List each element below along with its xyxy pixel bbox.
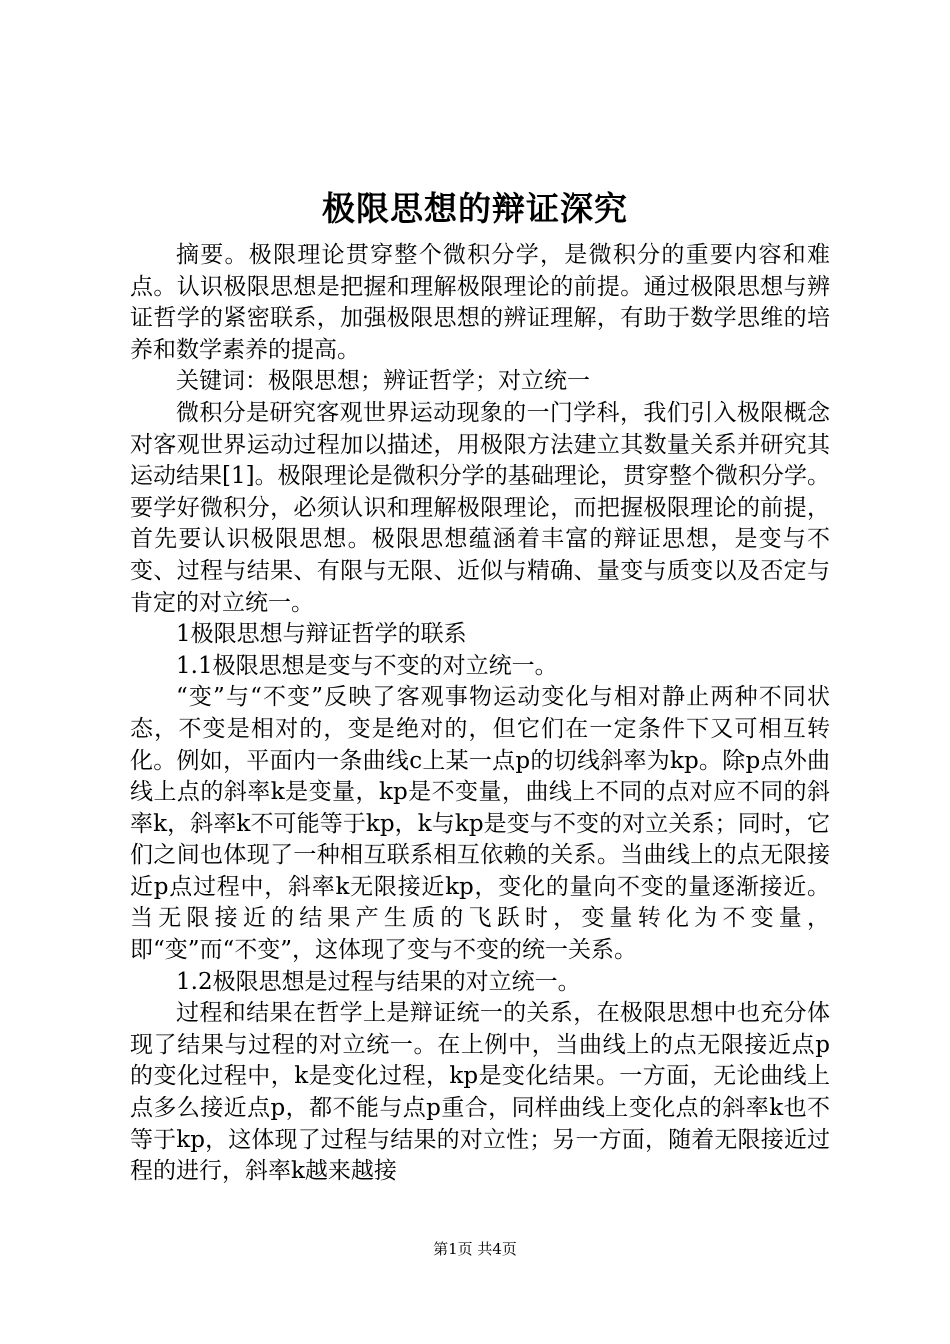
section-heading: 1极限思想与辩证哲学的联系 — [176, 621, 467, 648]
subsection-heading: 1.1极限思想是变与不变的对立统一。 — [176, 652, 558, 679]
subsection-heading: 1.2极限思想是过程与结果的对立统一。 — [176, 968, 581, 995]
abstract-paragraph: 摘要。极限理论贯穿整个微积分学，是微积分的重要内容和难点。认识极限思想是把握和理解极限理论的前提。通过极限思想与辨证哲学的紧密联系，加强极限思想的辨证理解，有助于数学思维的培养和数学素养的提高。 — [130, 242, 830, 363]
intro-paragraph: 微积分是研究客观世界运动现象的一门学科，我们引入极限概念对客观世界运动过程加以描述，用极限方法建立其数量关系并研究其运动结果[1]。极限理论是微积分学的基础理论，贯穿整个微积分学。要学好微积分，必须认识和理解极限理论，而把握极限理论的前提，首先要认识极限思想。极限思想蕴涵着丰富的辩证思想，是变与不变、过程与结果、有限与无限、近似与精确、量变与质变以及否定与肯定的对立统一。 — [130, 399, 830, 616]
page-footer: 第1页 共4页 — [433, 1240, 517, 1258]
document-title: 极限思想的辩证深究 — [322, 189, 628, 228]
body-paragraph: “变”与“不变”反映了客观事物运动变化与相对静止两种不同状态，不变是相对的，变是绝对的，但它们在一定条件下又可相互转化。例如，平面内一条曲线c上某一点p的切线斜率为kp。除p点外曲线上点的斜率k是变量，kp是不变量，曲线上不同的点对应不同的斜率k，斜率k不可能等于kp，k与kp是变与不变的对立关系；同时，它们之间也体现了一种相互联系相互依赖的关系。当曲线上的点无限接近p点过程中，斜率k无限接近kp，变化的量向不变的量逐渐接近。当无限接近的结果产生质的飞跃时，变量转化为不变量，即“变”而“不变”，这体现了变与不变的统一关系。 — [130, 684, 830, 964]
keywords-paragraph: 关键词：极限思想；辨证哲学；对立统一 — [176, 368, 590, 395]
document-body — [130, 240, 830, 1188]
body-paragraph: 过程和结果在哲学上是辩证统一的关系，在极限思想中也充分体现了结果与过程的对立统一。在上例中，当曲线上的点无限接近点p的变化过程中，k是变化过程，kp是变化结果。一方面，无论曲线上点多么接近点p，都不能与点p重合，同样曲线上变化点的斜率k也不等于kp，这体现了过程与结果的对立性；另一方面，随着无限接近过程的进行，斜率k越来越接 — [130, 1000, 830, 1185]
